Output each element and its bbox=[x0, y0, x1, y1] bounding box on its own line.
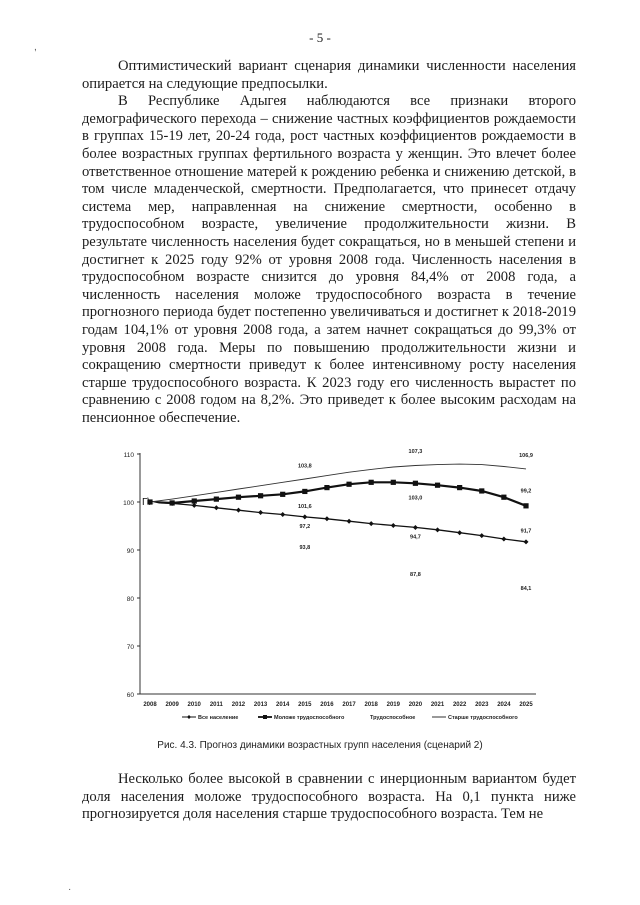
data-point bbox=[280, 512, 285, 517]
x-tick-label: 2011 bbox=[209, 702, 223, 708]
legend-label-0: Все население bbox=[198, 715, 239, 721]
data-point bbox=[435, 483, 440, 488]
scan-speck: , bbox=[34, 42, 37, 53]
x-tick-label: 2024 bbox=[497, 702, 511, 708]
legend-marker bbox=[187, 715, 191, 719]
data-point bbox=[457, 530, 462, 535]
data-point bbox=[501, 495, 506, 500]
figure-caption: Рис. 4.3. Прогноз динамики возрастных групп населения (сценарий 2) bbox=[157, 740, 483, 751]
data-point bbox=[236, 495, 241, 500]
page-number: - 5 - bbox=[309, 30, 331, 45]
data-point bbox=[523, 503, 528, 508]
data-label: 99,2 bbox=[520, 488, 532, 495]
data-label: 106,9 bbox=[519, 452, 533, 459]
chart-legend bbox=[182, 714, 518, 721]
legend-marker bbox=[263, 715, 267, 719]
data-point bbox=[391, 523, 396, 528]
legend-label-2: Трудоспособное bbox=[370, 715, 416, 721]
x-tick-label: 2013 bbox=[253, 702, 268, 708]
paragraph-1: Оптимистический вариант сценария динамики численности населения опирается на следующие предпосылки. bbox=[82, 58, 576, 92]
data-point bbox=[369, 480, 374, 485]
x-tick-label: 2023 bbox=[475, 702, 489, 708]
x-tick-label: 2017 bbox=[342, 702, 356, 708]
data-label: 84,1 bbox=[520, 585, 532, 592]
data-point bbox=[457, 485, 462, 490]
start-marker-label: Г\ bbox=[142, 497, 151, 508]
data-point bbox=[258, 493, 263, 498]
data-label: 103,0 bbox=[408, 495, 423, 502]
data-label: 87,8 bbox=[410, 571, 421, 578]
data-label: 107,3 bbox=[408, 449, 423, 456]
data-point bbox=[413, 481, 418, 486]
data-point bbox=[346, 482, 351, 487]
scan-speck: · bbox=[68, 884, 72, 895]
data-label: 94,7 bbox=[410, 534, 421, 541]
x-tick-label: 2015 bbox=[298, 702, 312, 708]
x-tick-label: 2009 bbox=[165, 702, 179, 708]
data-point bbox=[324, 485, 329, 490]
data-point bbox=[302, 489, 307, 494]
body-text-top bbox=[82, 58, 576, 427]
series-line-2 bbox=[150, 502, 526, 578]
data-label: 97,2 bbox=[299, 523, 311, 530]
data-point bbox=[214, 497, 219, 502]
x-tick-label: 2022 bbox=[452, 702, 467, 708]
data-point bbox=[435, 527, 440, 532]
x-tick-label: 2018 bbox=[364, 702, 378, 708]
data-point bbox=[170, 500, 175, 505]
data-point bbox=[347, 519, 352, 524]
legend-label-1: Моложе трудоспособного bbox=[274, 715, 345, 721]
x-tick-label: 2021 bbox=[430, 702, 445, 708]
x-tick-label: 2014 bbox=[276, 702, 290, 708]
population-forecast-chart bbox=[110, 448, 550, 730]
x-tick-label: 2020 bbox=[408, 702, 423, 708]
data-point bbox=[391, 480, 396, 485]
data-point bbox=[479, 533, 484, 538]
data-point bbox=[214, 505, 219, 510]
data-label: 93,8 bbox=[299, 545, 311, 552]
data-label: 101,6 bbox=[297, 503, 312, 510]
data-point bbox=[302, 514, 307, 519]
data-point bbox=[258, 510, 263, 515]
y-tick-label: 100 bbox=[123, 500, 134, 507]
y-tick-label: 90 bbox=[126, 548, 134, 555]
x-tick-label: 2019 bbox=[386, 702, 400, 708]
y-tick-label: 60 bbox=[126, 692, 134, 699]
y-tick-label: 80 bbox=[126, 596, 134, 603]
y-tick-label: 70 bbox=[126, 644, 134, 651]
y-tick-label: 110 bbox=[123, 452, 134, 459]
data-label: 103,8 bbox=[297, 463, 312, 470]
data-point bbox=[236, 508, 241, 513]
data-point bbox=[369, 521, 374, 526]
x-tick-label: 2008 bbox=[143, 702, 157, 708]
data-point bbox=[280, 492, 285, 497]
data-point bbox=[524, 539, 529, 544]
data-point bbox=[479, 488, 484, 493]
paragraph-2: В Республике Адыгея наблюдаются все признаки второго демографического перехода – снижение частных коэффициентов рождаемости в группах 15-19 лет, 20-24 года, рост частных коэффициентов рождаемости в более возрастных группах фертильного возраста у женщин. Это влечет более ответственное отношение матерей к рождению ребенка и снижению детской, в том числе младенческой, смертности. Предполагается, что принесет отдачу система мер, направленная на снижение смертности, особенно в трудоспособном возрасте, увеличение продолжительности жизни. В результате численность населения будет сокращаться, но в меньшей степени и достигнет к 2025 году 92% от уровня 2008 года. Численность населения в трудоспособном возрасте снизится до уровня 84,4% от 2008 года, а численность населения моложе трудоспособного возраста в течение прогнозного периода будет постепенно увеличиваться и достигнет к 2018-2019 годам 104,1% от уровня 2008 года, а затем начнет сокращаться до 99,3% от уровня 2008 года. Меры по повышению продолжительности жизни и сокращению смертности приведут к более интенсивному росту населения старше трудоспособного возраста. К 2023 году его численность вырастет по сравнению с 2008 годом на 8,2%. Это приведет к более высоким расходам на пенсионное обеспечение. bbox=[82, 93, 576, 426]
data-point bbox=[501, 536, 506, 541]
data-point bbox=[324, 516, 329, 521]
legend-label-3: Старше трудоспособного bbox=[448, 715, 518, 721]
x-tick-label: 2016 bbox=[320, 702, 334, 708]
data-label: 91,7 bbox=[520, 528, 532, 535]
x-tick-label: 2012 bbox=[231, 702, 246, 708]
x-tick-label: 2010 bbox=[187, 702, 201, 708]
body-text-bottom bbox=[82, 771, 576, 824]
data-point bbox=[413, 525, 418, 530]
paragraph-3: Несколько более высокой в сравнении с инерционным вариантом будет доля населения моложе трудоспособного возраста. На 0,1 пункта ниже прогнозируется доля населения старше трудоспособного возраста. Тем не bbox=[82, 771, 576, 823]
series-line-3 bbox=[150, 464, 526, 502]
x-tick-label: 2025 bbox=[519, 702, 533, 708]
data-point bbox=[192, 498, 197, 503]
series-line-0 bbox=[150, 502, 526, 542]
